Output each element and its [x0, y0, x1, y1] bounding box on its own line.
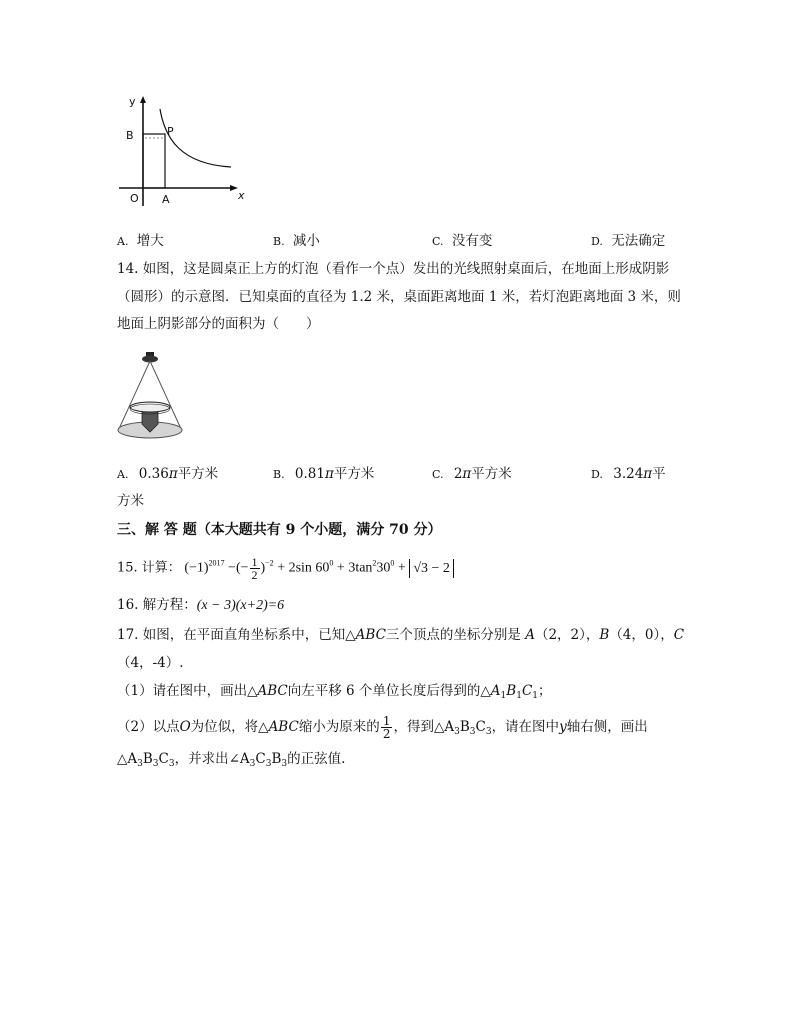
option-unit: 平方米	[333, 466, 375, 482]
figure-label-B: B	[126, 129, 134, 142]
option-letter: C.	[432, 468, 444, 481]
q17-p1-end: ；	[538, 683, 552, 699]
figure-label-A: A	[162, 193, 170, 206]
q15-close: )	[260, 560, 266, 576]
q15-plus: +	[397, 560, 406, 576]
q17-p2-text-d: ，得到△A	[393, 719, 455, 735]
q16-equation: (x − 3)(x+2)=6	[196, 598, 285, 613]
option-letter: B.	[273, 235, 285, 248]
q13-option-a[interactable]	[117, 233, 164, 250]
option-letter: D.	[591, 468, 603, 481]
option-text: 减小	[292, 233, 320, 249]
q14-line-1: 14. 如图，这是圆桌正上方的灯泡（看作一个点）发出的光线照射桌面后，在地面上形成阴影	[117, 261, 670, 277]
pi-symbol: π	[462, 466, 472, 482]
option-number: 2	[453, 466, 463, 482]
q17-p2-sub-c3: 3	[485, 727, 492, 737]
q15-minus: −(−	[228, 560, 249, 576]
q15-deg1: 0	[329, 558, 334, 568]
pi-symbol: π	[643, 466, 653, 482]
q17-p2-sub-a3: 3	[454, 727, 460, 737]
option-letter: A.	[117, 235, 129, 248]
option-number: 0.36	[138, 466, 169, 482]
pi-symbol: π	[168, 466, 178, 482]
q17-p2-fraction	[381, 715, 393, 740]
q17-p1-text-a: （1）请在图中，画出△	[117, 683, 258, 699]
option-number: 3.24	[613, 466, 644, 482]
q17-p2-text-b: 为位似，将△	[190, 719, 269, 735]
q17-p2-text-a: （2）以点	[117, 719, 180, 735]
q17-text-a: 17. 如图，在平面直角坐标系中，已知△	[117, 627, 356, 643]
q17-coord-b: （4，0），	[609, 627, 674, 643]
q17-point-c: C	[673, 627, 685, 643]
figure-14-lamp	[115, 350, 187, 442]
q17-p1-b1: B	[506, 683, 517, 699]
q17-last-sub-2: 3	[152, 759, 159, 769]
q17-p2-numerator: 1	[382, 714, 391, 728]
q17-last-sub-6: 3	[281, 759, 288, 769]
figure-label-O: O	[130, 192, 139, 205]
q15-numerator: 1	[251, 555, 258, 569]
q17-point-b: B	[599, 627, 610, 643]
figure-label-x: x	[238, 189, 245, 202]
q17-text-b: 三个顶点的坐标分别是	[385, 627, 521, 643]
q17-p1-sub-b: 1	[516, 691, 522, 701]
q17-last-sub-5: 3	[265, 759, 272, 769]
q15-square: 2	[372, 558, 377, 568]
option-text: 没有变	[451, 233, 493, 249]
q17-p1-a1: A	[490, 683, 501, 699]
section-3-heading: 三、解 答 题（本大题共有 9 个小题，满分 70 分）	[117, 522, 442, 538]
q16-line	[117, 597, 284, 614]
option-letter: B.	[273, 468, 285, 481]
option-unit: 平方米	[471, 466, 512, 482]
q17-part-1	[117, 683, 552, 704]
q15-exp1: 2017	[208, 558, 225, 568]
q17-line-2: （4，-4）.	[117, 655, 184, 671]
q13-option-b[interactable]	[273, 233, 320, 250]
q17-p2-sub-b3: 3	[469, 727, 476, 737]
q17-last-sub-3: 3	[168, 759, 175, 769]
q17-p1-sub-c: 1	[532, 691, 539, 701]
q17-last-a: △A	[117, 751, 138, 767]
q17-p2-denominator: 2	[382, 727, 391, 741]
q13-option-c[interactable]	[432, 233, 492, 250]
q17-coord-a: （2，2），	[534, 627, 600, 643]
q15-tan-term: + 3tan	[336, 560, 373, 576]
q14-option-d[interactable]	[591, 466, 666, 483]
q15-line	[117, 556, 454, 581]
q17-last-b: ，并求出∠A	[174, 751, 250, 767]
q17-triangle-abc: ABC	[355, 627, 386, 643]
option-unit: 平	[652, 466, 666, 482]
q15-angle: 30	[376, 560, 391, 576]
q14-option-a[interactable]	[117, 466, 218, 483]
q17-p2-text-e: ，请在图中	[491, 719, 560, 735]
q17-p2-abc: ABC	[268, 719, 299, 735]
option-letter: C.	[432, 235, 444, 248]
q17-line-1	[117, 627, 684, 643]
q15-absolute-value: √3 − 2	[409, 559, 454, 578]
y-axis-arrow	[140, 96, 146, 103]
q14-option-b[interactable]	[273, 466, 374, 483]
q15-exp2: −2	[265, 558, 274, 568]
q17-p1-abc: ABC	[257, 683, 288, 699]
option-letter: D.	[591, 235, 603, 248]
figure-label-P: P	[167, 125, 174, 138]
q14-line-2: （圆形）的示意图．已知桌面的直径为 1.2 米，桌面距离地面 1 米，若灯泡距离地面 3 米，则	[117, 289, 681, 305]
q17-last-sub-4: 3	[249, 759, 256, 769]
q13-option-d[interactable]	[591, 233, 665, 250]
q14-option-c[interactable]	[432, 466, 512, 483]
q17-p2-y: y	[559, 719, 567, 735]
q15-deg2: 0	[390, 558, 395, 568]
q15-denominator: 2	[251, 568, 258, 582]
q17-p1-c1: C	[521, 683, 533, 699]
q15-fraction	[250, 556, 260, 581]
q14-option-d-wrap: 方米	[117, 493, 144, 509]
q17-p2-point-o: O	[179, 719, 191, 735]
rectangle-OAPB	[143, 134, 165, 188]
q17-p2-text-f: 轴右侧，画出	[566, 719, 648, 735]
pi-symbol: π	[324, 466, 334, 482]
option-letter: A.	[117, 468, 129, 481]
option-text: 增大	[136, 233, 164, 249]
q17-part-2-cont: $\triangle A_3B_3C_3$，并求出$\angle A_3C_3B_3$的正弦值.	[117, 751, 346, 769]
q14-line-3: 地面上阴影部分的面积为（ ）	[117, 316, 320, 332]
lamp-cap	[146, 352, 154, 356]
option-text: 无法确定	[611, 233, 666, 249]
q15-base1: (−1)	[184, 560, 209, 576]
q17-p1-sub-a: 1	[500, 691, 507, 701]
q17-last-sub-1: 3	[137, 759, 143, 769]
option-number: 0.81	[294, 466, 325, 482]
q17-part-2: （2）以点O为位似，将△ABC缩小为原来的 $\frac{1}{2}$ ，得到$\triangle A_3B_3C_3$，请在图中y轴右侧，画出	[117, 714, 648, 741]
q17-last-c: 的正弦值.	[287, 751, 346, 767]
q15-label: 15. 计算：	[117, 560, 181, 576]
option-unit: 平方米	[177, 466, 219, 482]
q15-sin-term: + 2sin 60	[277, 560, 330, 576]
q16-label: 16. 解方程：	[117, 597, 197, 613]
q17-point-a: A	[525, 627, 535, 643]
table-top	[130, 402, 170, 412]
x-axis-arrow	[230, 185, 238, 191]
q17-p1-text-b: 向左平移 6 个单位长度后得到的△	[287, 683, 491, 699]
q17-p2-text-c: 缩小为原来的	[298, 719, 380, 735]
figure-label-y: y	[129, 95, 136, 108]
